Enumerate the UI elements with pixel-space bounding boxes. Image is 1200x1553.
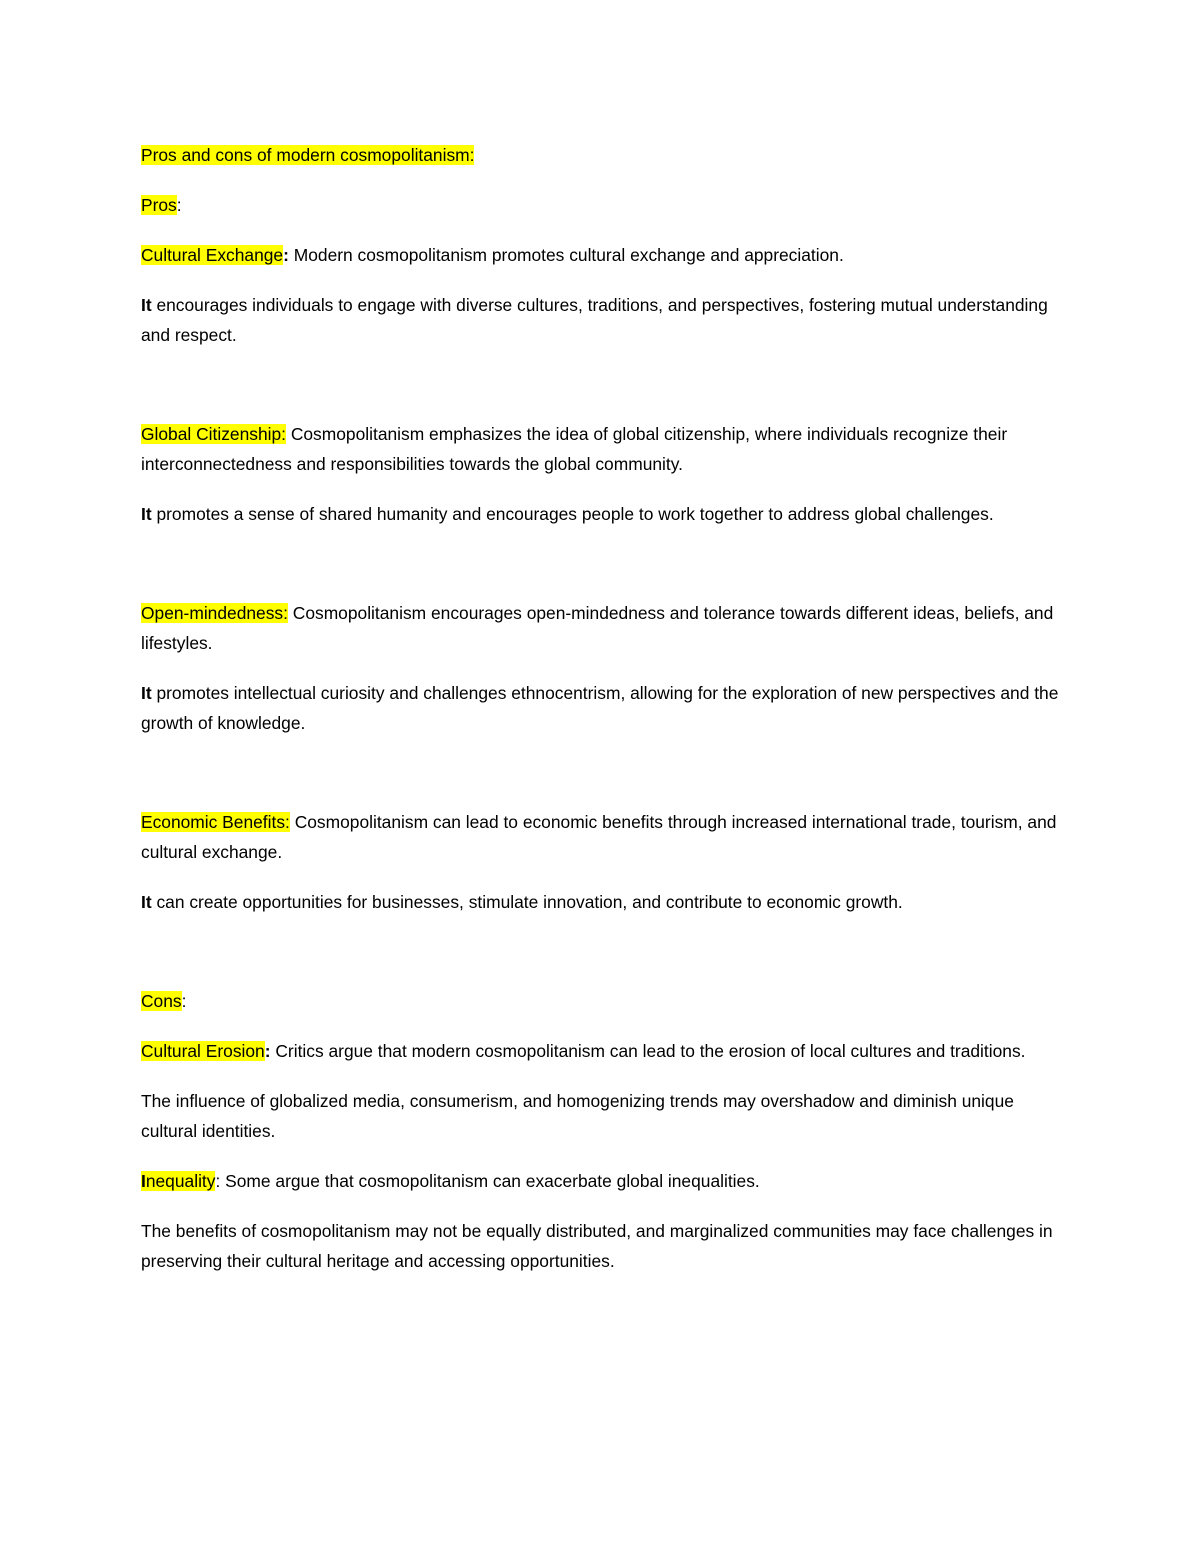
con-followup: The influence of globalized media, consumerism, and homogenizing trends may overshadow and diminish unique cultural identities. — [141, 1091, 1014, 1141]
pro-followup: It promotes a sense of shared humanity and encourages people to work together to address global challenges. — [141, 504, 994, 524]
pro-item-cultural-exchange: Cultural Exchange: Modern cosmopolitanism promotes cultural exchange and appreciation. — [141, 245, 844, 265]
con-term: Cultural Erosion — [141, 1041, 265, 1061]
pro-followup: It can create opportunities for businesses, stimulate innovation, and contribute to economic growth. — [141, 892, 903, 912]
pro-followup: It encourages individuals to engage with diverse cultures, traditions, and perspectives, fostering mutual understanding and respect. — [141, 295, 1048, 345]
con-followup: The benefits of cosmopolitanism may not be equally distributed, and marginalized communities may face challenges in preserving their cultural heritage and accessing opportunities. — [141, 1221, 1053, 1271]
pro-followup: It promotes intellectual curiosity and challenges ethnocentrism, allowing for the exploration of new perspectives and the growth of knowledge. — [141, 683, 1059, 733]
con-term: Inequality — [141, 1171, 216, 1191]
title-highlight: Pros and cons of modern cosmopolitanism: — [141, 145, 475, 165]
pro-item-open-mindedness: Open-mindedness: Cosmopolitanism encourages open-mindedness and tolerance towards different ideas, beliefs, and lifestyles. — [141, 603, 1054, 653]
pro-item-economic-benefits: Economic Benefits: Cosmopolitanism can lead to economic benefits through increased international trade, tourism, and cultural exchange. — [141, 812, 1057, 862]
pro-term: Global Citizenship: — [141, 424, 286, 444]
document-title — [141, 140, 1071, 170]
con-item-inequality: Inequality: Some argue that cosmopolitanism can exacerbate global inequalities. — [141, 1171, 760, 1191]
pro-term: Cultural Exchange — [141, 245, 284, 265]
pros-heading: Pros: — [141, 195, 182, 215]
document-body — [141, 140, 1071, 1296]
cons-heading: Cons: — [141, 991, 187, 1011]
pro-item-global-citizenship: Global Citizenship: Cosmopolitanism emphasizes the idea of global citizenship, where individuals recognize their interconnectedness and responsibilities towards the global community. — [141, 424, 1008, 474]
pro-term: Open-mindedness: — [141, 603, 288, 623]
con-item-cultural-erosion: Cultural Erosion: Critics argue that modern cosmopolitanism can lead to the erosion of local cultures and traditions. — [141, 1041, 1026, 1061]
pro-term: Economic Benefits: — [141, 812, 290, 832]
